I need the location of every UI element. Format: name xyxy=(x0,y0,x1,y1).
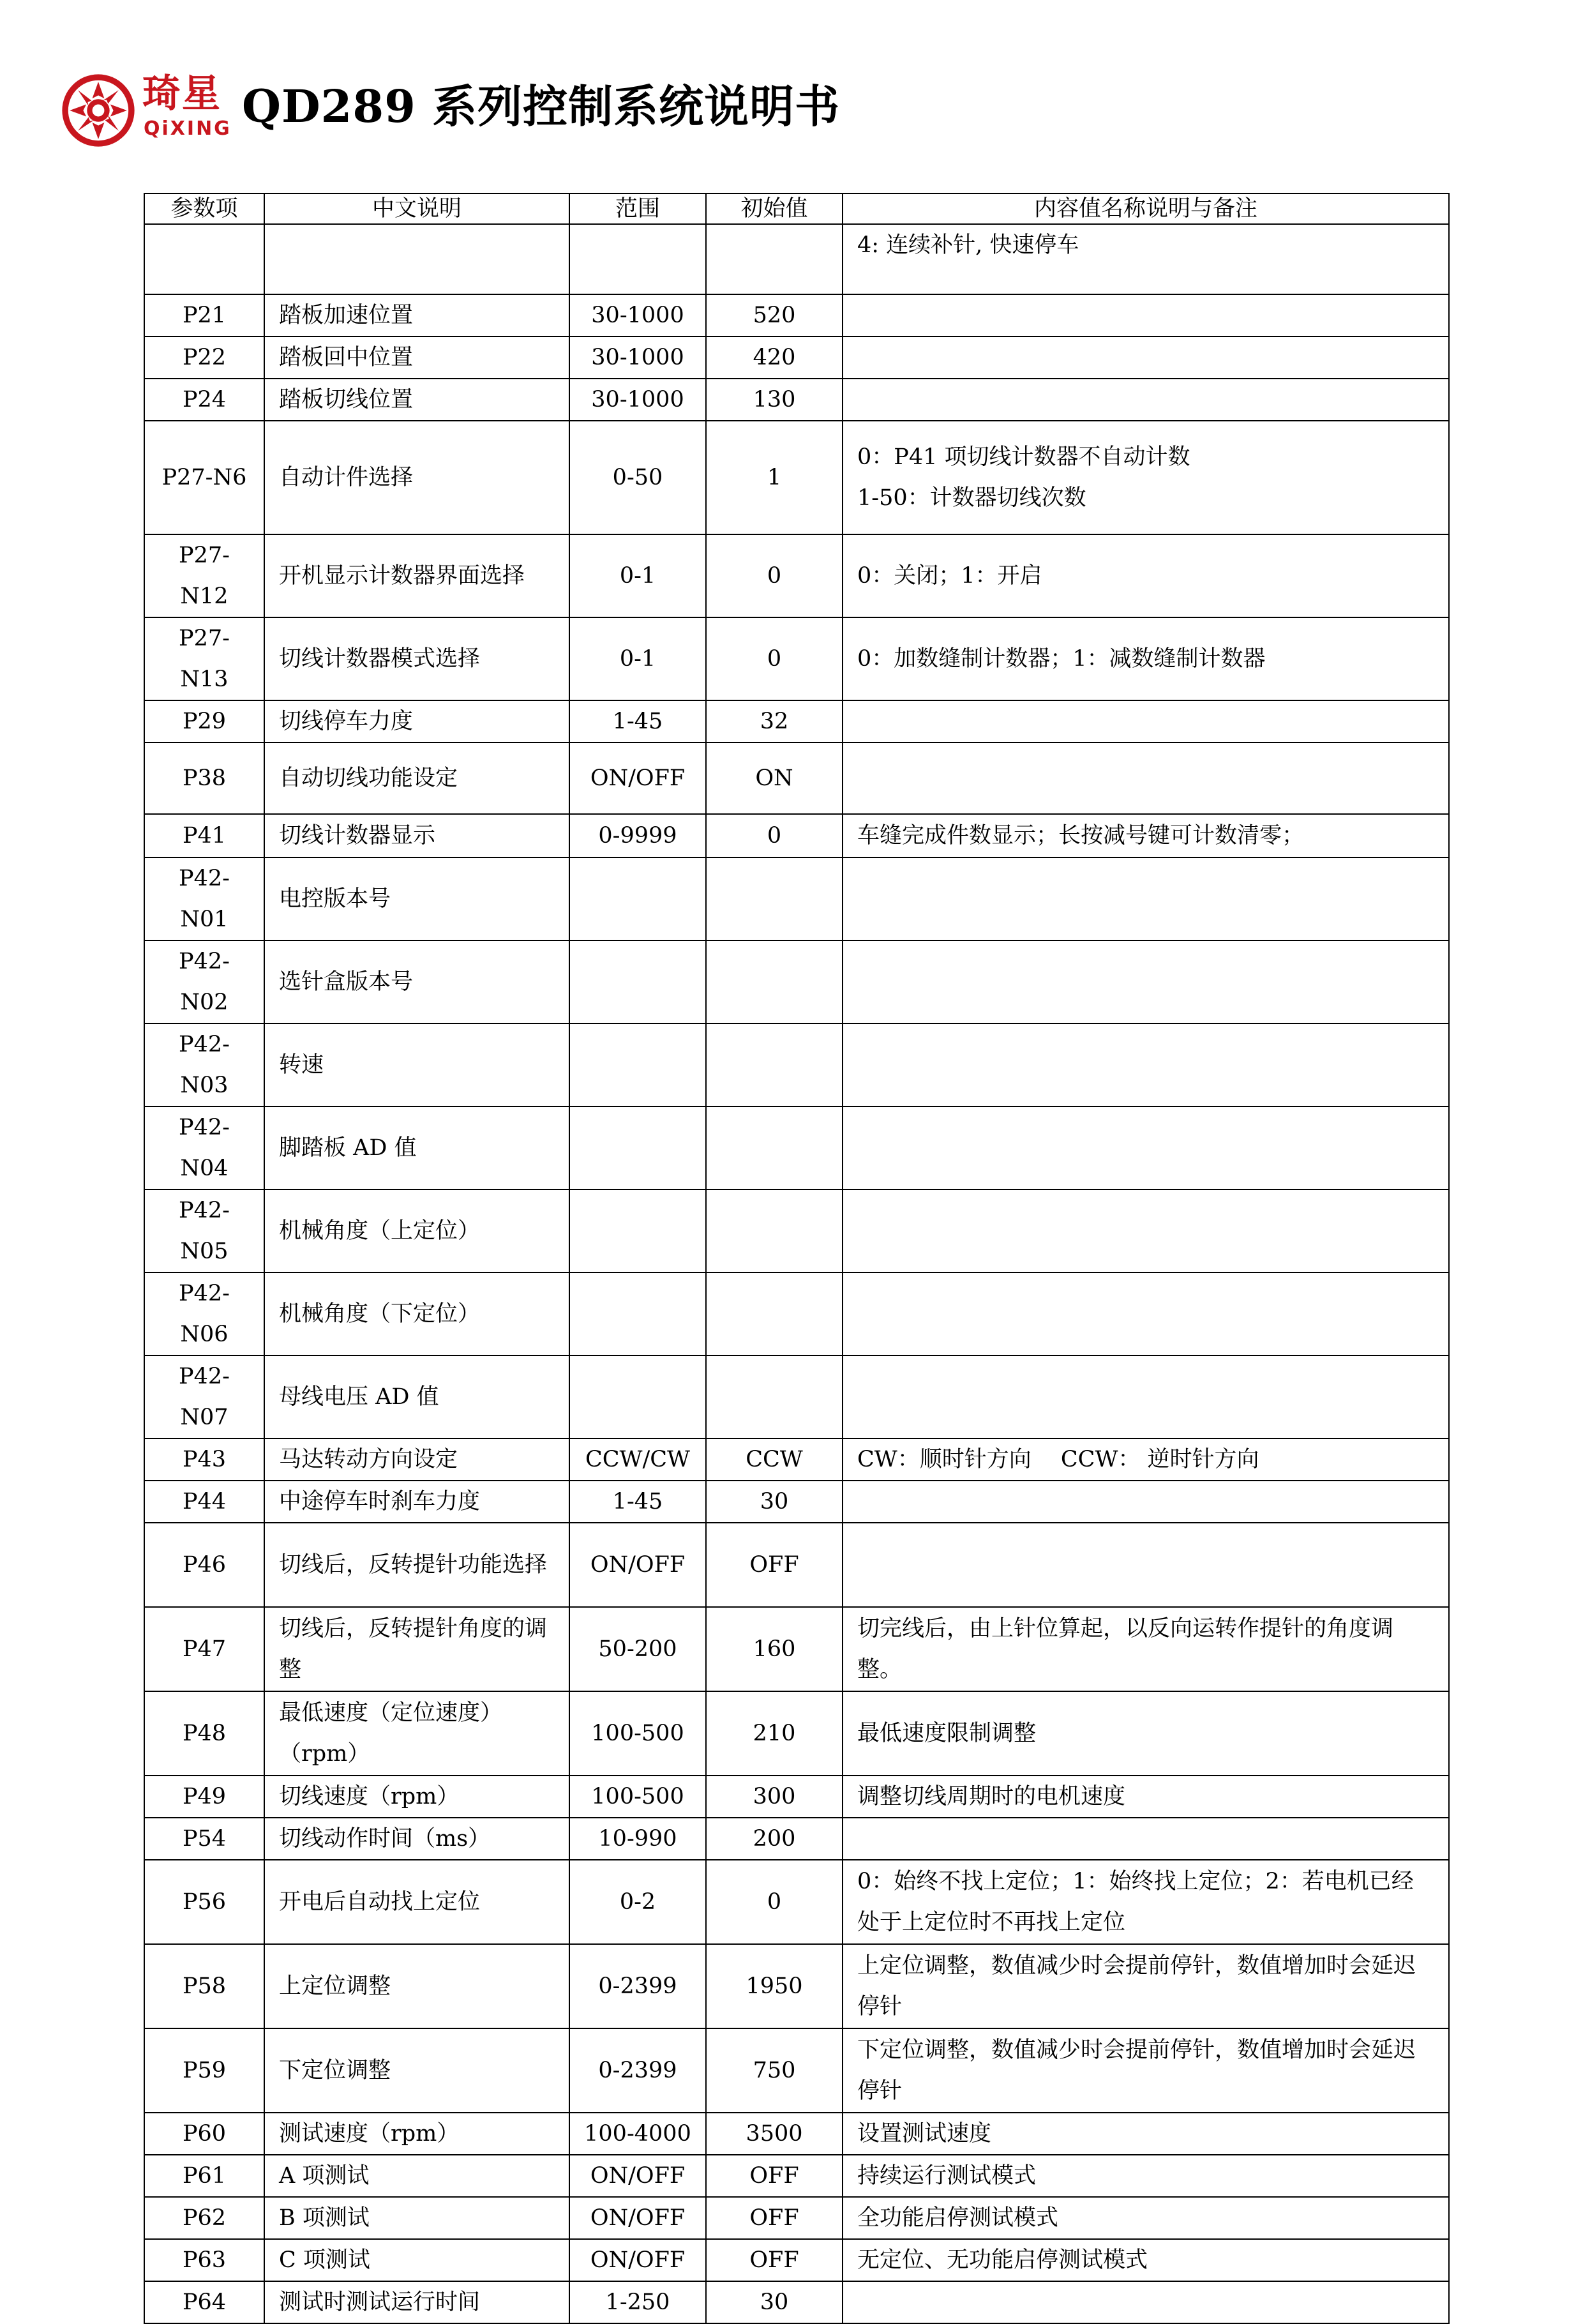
brand-name-en: QiXING xyxy=(144,117,232,140)
table-row xyxy=(144,534,1449,617)
cell-note: CW：顺时针方向 CCW： 逆时针方向 xyxy=(843,1438,1449,1481)
cell-init: OFF xyxy=(706,2155,843,2197)
cell-param: P62 xyxy=(144,2197,264,2239)
cell-init: 520 xyxy=(706,294,843,336)
cell-param: P64 xyxy=(144,2281,264,2323)
cell-note xyxy=(843,1189,1449,1272)
cell-init: 0 xyxy=(706,617,843,700)
cell-init: 0 xyxy=(706,534,843,617)
cell-range: CCW/CW xyxy=(569,1438,706,1481)
cell-range: ON/OFF xyxy=(569,2239,706,2281)
cell-param: P29 xyxy=(144,700,264,743)
table-row xyxy=(144,2197,1449,2239)
cell-range xyxy=(569,857,706,940)
cell-range: ON/OFF xyxy=(569,743,706,814)
cell-init: 300 xyxy=(706,1776,843,1818)
cell-desc: B 项测试 xyxy=(264,2197,569,2239)
table-body xyxy=(144,224,1449,2323)
cell-init xyxy=(706,1023,843,1106)
cell-range: 0-2399 xyxy=(569,2028,706,2113)
cell-param: P49 xyxy=(144,1776,264,1818)
cell-range xyxy=(569,1023,706,1106)
cell-desc: 切线计数器显示 xyxy=(264,814,569,857)
cell-init: 420 xyxy=(706,336,843,379)
cell-note: 车缝完成件数显示；长按减号键可计数清零； xyxy=(843,814,1449,857)
cell-range: 1-45 xyxy=(569,1481,706,1523)
cell-init xyxy=(706,1272,843,1355)
cell-note: 调整切线周期时的电机速度 xyxy=(843,1776,1449,1818)
cell-range: 0-1 xyxy=(569,617,706,700)
cell-desc: 开电后自动找上定位 xyxy=(264,1860,569,1944)
table-row xyxy=(144,336,1449,379)
cell-desc: 马达转动方向设定 xyxy=(264,1438,569,1481)
cell-param: P42-N07 xyxy=(144,1355,264,1438)
table-row xyxy=(144,857,1449,940)
cell-param: P42-N02 xyxy=(144,940,264,1023)
cell-init: CCW xyxy=(706,1438,843,1481)
cell-range: 0-2 xyxy=(569,1860,706,1944)
cell-note: 0：P41 项切线计数器不自动计数 1-50：计数器切线次数 xyxy=(843,421,1449,534)
table-row xyxy=(144,1272,1449,1355)
cell-init: 130 xyxy=(706,379,843,421)
cell-init: OFF xyxy=(706,2197,843,2239)
table-row xyxy=(144,294,1449,336)
cell-range: 10-990 xyxy=(569,1818,706,1860)
cell-note xyxy=(843,857,1449,940)
cell-init: 32 xyxy=(706,700,843,743)
brand-name-cn: 琦星 xyxy=(142,72,221,116)
cell-desc: 电控版本号 xyxy=(264,857,569,940)
parameter-table xyxy=(144,193,1450,2324)
brand-name xyxy=(142,72,238,148)
cell-param: P56 xyxy=(144,1860,264,1944)
cell-param: P27-N6 xyxy=(144,421,264,534)
cell-desc: 踏板加速位置 xyxy=(264,294,569,336)
cell-range: ON/OFF xyxy=(569,1523,706,1607)
cell-desc: 机械角度（上定位） xyxy=(264,1189,569,1272)
cell-param: P42-N03 xyxy=(144,1023,264,1106)
cell-desc: 最低速度（定位速度）（rpm） xyxy=(264,1691,569,1776)
cell-note: 最低速度限制调整 xyxy=(843,1691,1449,1776)
cell-desc: 切线后，反转提针功能选择 xyxy=(264,1523,569,1607)
table-row xyxy=(144,2155,1449,2197)
cell-init xyxy=(706,224,843,294)
qixing-logo-icon xyxy=(61,73,136,148)
cell-init: 200 xyxy=(706,1818,843,1860)
table-row xyxy=(144,1023,1449,1106)
document-title: QD289 系列控制系统说明书 xyxy=(242,80,841,133)
table-row xyxy=(144,1106,1449,1189)
cell-desc: 切线动作时间（ms） xyxy=(264,1818,569,1860)
cell-note: 4: 连续补针, 快速停车 xyxy=(843,224,1449,294)
column-header-desc: 中文说明 xyxy=(264,193,569,224)
cell-range xyxy=(569,1106,706,1189)
cell-param: P48 xyxy=(144,1691,264,1776)
cell-range xyxy=(569,1189,706,1272)
cell-range: 100-4000 xyxy=(569,2113,706,2155)
cell-range: ON/OFF xyxy=(569,2197,706,2239)
table-row xyxy=(144,379,1449,421)
cell-init: 3500 xyxy=(706,2113,843,2155)
cell-init: ON xyxy=(706,743,843,814)
cell-init: 210 xyxy=(706,1691,843,1776)
table-row xyxy=(144,743,1449,814)
cell-range xyxy=(569,940,706,1023)
cell-note xyxy=(843,743,1449,814)
cell-desc: 选针盒版本号 xyxy=(264,940,569,1023)
cell-range: 30-1000 xyxy=(569,379,706,421)
cell-desc: 踏板切线位置 xyxy=(264,379,569,421)
table-row xyxy=(144,1607,1449,1691)
cell-desc: A 项测试 xyxy=(264,2155,569,2197)
cell-param: P41 xyxy=(144,814,264,857)
table-row xyxy=(144,1776,1449,1818)
cell-param: P24 xyxy=(144,379,264,421)
cell-param: P42-N05 xyxy=(144,1189,264,1272)
table-row xyxy=(144,1944,1449,2028)
cell-range xyxy=(569,1355,706,1438)
table-row xyxy=(144,1523,1449,1607)
cell-param: P61 xyxy=(144,2155,264,2197)
cell-note xyxy=(843,294,1449,336)
cell-param: P47 xyxy=(144,1607,264,1691)
cell-note xyxy=(843,1272,1449,1355)
cell-note: 上定位调整，数值减少时会提前停针，数值增加时会延迟停针 xyxy=(843,1944,1449,2028)
table-row xyxy=(144,814,1449,857)
cell-param: P38 xyxy=(144,743,264,814)
table-header-row xyxy=(144,193,1449,224)
cell-init: 750 xyxy=(706,2028,843,2113)
cell-desc: 上定位调整 xyxy=(264,1944,569,2028)
cell-param: P43 xyxy=(144,1438,264,1481)
cell-desc: 切线速度（rpm） xyxy=(264,1776,569,1818)
column-header-range: 范围 xyxy=(569,193,706,224)
cell-note: 无定位、无功能启停测试模式 xyxy=(843,2239,1449,2281)
cell-note xyxy=(843,379,1449,421)
cell-desc: 自动计件选择 xyxy=(264,421,569,534)
table-row xyxy=(144,700,1449,743)
cell-note: 持续运行测试模式 xyxy=(843,2155,1449,2197)
cell-param: P42-N04 xyxy=(144,1106,264,1189)
cell-range: 0-50 xyxy=(569,421,706,534)
table-row xyxy=(144,2239,1449,2281)
table-row xyxy=(144,421,1449,534)
cell-range: 1-250 xyxy=(569,2281,706,2323)
cell-note xyxy=(843,700,1449,743)
cell-note: 切完线后，由上针位算起，以反向运转作提针的角度调整。 xyxy=(843,1607,1449,1691)
cell-param: P58 xyxy=(144,1944,264,2028)
cell-range: 1-45 xyxy=(569,700,706,743)
cell-note xyxy=(843,1818,1449,1860)
document-header xyxy=(61,69,954,152)
cell-note xyxy=(843,1481,1449,1523)
cell-range xyxy=(569,224,706,294)
cell-desc: 自动切线功能设定 xyxy=(264,743,569,814)
cell-init xyxy=(706,1106,843,1189)
cell-note xyxy=(843,1106,1449,1189)
cell-init: 0 xyxy=(706,1860,843,1944)
cell-desc: 踏板回中位置 xyxy=(264,336,569,379)
cell-param: P59 xyxy=(144,2028,264,2113)
cell-init xyxy=(706,857,843,940)
cell-desc: 测试速度（rpm） xyxy=(264,2113,569,2155)
cell-note xyxy=(843,336,1449,379)
cell-note: 0：加数缝制计数器；1：减数缝制计数器 xyxy=(843,617,1449,700)
cell-range: 0-9999 xyxy=(569,814,706,857)
cell-init: OFF xyxy=(706,2239,843,2281)
cell-param xyxy=(144,224,264,294)
table-row xyxy=(144,1860,1449,1944)
cell-range: ON/OFF xyxy=(569,2155,706,2197)
cell-range: 0-2399 xyxy=(569,1944,706,2028)
cell-range: 0-1 xyxy=(569,534,706,617)
cell-param: P27-N12 xyxy=(144,534,264,617)
cell-range: 100-500 xyxy=(569,1691,706,1776)
cell-desc: 开机显示计数器界面选择 xyxy=(264,534,569,617)
cell-note xyxy=(843,1355,1449,1438)
table-row xyxy=(144,2281,1449,2323)
cell-init: OFF xyxy=(706,1523,843,1607)
cell-desc: 下定位调整 xyxy=(264,2028,569,2113)
table-row xyxy=(144,940,1449,1023)
column-header-param: 参数项 xyxy=(144,193,264,224)
cell-param: P46 xyxy=(144,1523,264,1607)
table-row xyxy=(144,224,1449,294)
table-row xyxy=(144,1818,1449,1860)
cell-param: P42-N06 xyxy=(144,1272,264,1355)
cell-desc: 脚踏板 AD 值 xyxy=(264,1106,569,1189)
cell-param: P22 xyxy=(144,336,264,379)
table-row xyxy=(144,2028,1449,2113)
cell-desc: 转速 xyxy=(264,1023,569,1106)
cell-init: 1 xyxy=(706,421,843,534)
table-row xyxy=(144,2113,1449,2155)
cell-init xyxy=(706,1355,843,1438)
table-row xyxy=(144,1355,1449,1438)
cell-init: 1950 xyxy=(706,1944,843,2028)
cell-desc: 中途停车时刹车力度 xyxy=(264,1481,569,1523)
cell-note: 下定位调整，数值减少时会提前停针，数值增加时会延迟停针 xyxy=(843,2028,1449,2113)
cell-range: 50-200 xyxy=(569,1607,706,1691)
cell-note: 全功能启停测试模式 xyxy=(843,2197,1449,2239)
table-row xyxy=(144,1438,1449,1481)
cell-note: 设置测试速度 xyxy=(843,2113,1449,2155)
table-row xyxy=(144,1189,1449,1272)
cell-note xyxy=(843,1023,1449,1106)
cell-range xyxy=(569,1272,706,1355)
cell-desc: 切线计数器模式选择 xyxy=(264,617,569,700)
cell-note: 0：始终不找上定位；1：始终找上定位；2：若电机已经处于上定位时不再找上定位 xyxy=(843,1860,1449,1944)
cell-desc: 机械角度（下定位） xyxy=(264,1272,569,1355)
cell-param: P44 xyxy=(144,1481,264,1523)
cell-init xyxy=(706,940,843,1023)
cell-note: 0：关闭；1：开启 xyxy=(843,534,1449,617)
cell-desc: C 项测试 xyxy=(264,2239,569,2281)
cell-desc xyxy=(264,224,569,294)
table-row xyxy=(144,617,1449,700)
cell-init: 160 xyxy=(706,1607,843,1691)
cell-desc: 切线后，反转提针角度的调整 xyxy=(264,1607,569,1691)
table-row xyxy=(144,1481,1449,1523)
cell-param: P54 xyxy=(144,1818,264,1860)
cell-param: P60 xyxy=(144,2113,264,2155)
cell-note xyxy=(843,1523,1449,1607)
cell-init: 0 xyxy=(706,814,843,857)
cell-param: P42-N01 xyxy=(144,857,264,940)
cell-desc: 母线电压 AD 值 xyxy=(264,1355,569,1438)
cell-range: 30-1000 xyxy=(569,336,706,379)
cell-desc: 切线停车力度 xyxy=(264,700,569,743)
cell-desc: 测试时测试运行时间 xyxy=(264,2281,569,2323)
cell-range: 30-1000 xyxy=(569,294,706,336)
cell-param: P63 xyxy=(144,2239,264,2281)
table-row xyxy=(144,1691,1449,1776)
cell-note xyxy=(843,2281,1449,2323)
cell-note xyxy=(843,940,1449,1023)
cell-init xyxy=(706,1189,843,1272)
cell-param: P21 xyxy=(144,294,264,336)
cell-init: 30 xyxy=(706,1481,843,1523)
cell-range: 100-500 xyxy=(569,1776,706,1818)
cell-param: P27-N13 xyxy=(144,617,264,700)
cell-init: 30 xyxy=(706,2281,843,2323)
column-header-init: 初始值 xyxy=(706,193,843,224)
column-header-note: 内容值名称说明与备注 xyxy=(843,193,1449,224)
